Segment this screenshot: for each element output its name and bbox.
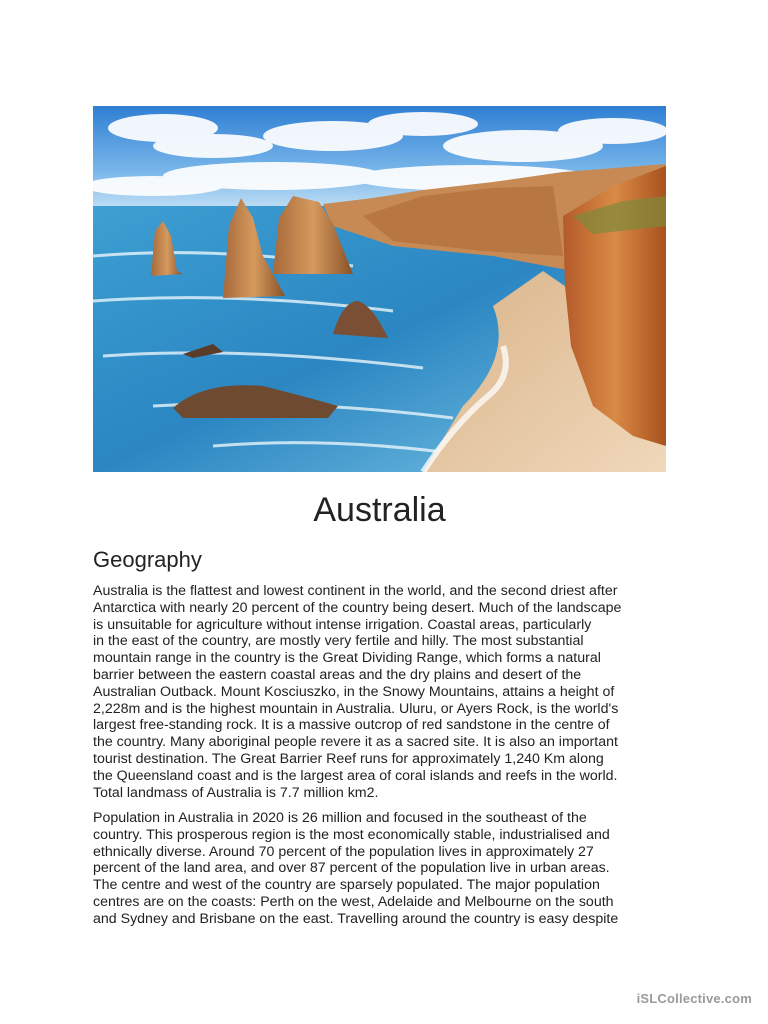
text-line: mountain range in the country is the Great Dividing Range, which forms a natural	[93, 650, 601, 667]
text-line: tourist destination. The Great Barrier Reef runs for approximately 1,240 Km along	[93, 750, 604, 767]
text-line: Total landmass of Australia is 7.7 million km2.	[93, 784, 379, 801]
text-line: largest free-standing rock. It is a massive outcrop of red sandstone in the centre of	[93, 717, 610, 734]
text-line: ethnically diverse. Around 70 percent of the population lives in approximately 27	[93, 843, 594, 860]
text-line: 2,228m and is the highest mountain in Australia. Uluru, or Ayers Rock, is the world's	[93, 700, 619, 717]
text-line: is unsuitable for agriculture without intense irrigation. Coastal areas, particularly	[93, 616, 592, 633]
page-title: Australia	[313, 491, 446, 529]
coastline-illustration	[93, 106, 666, 472]
text-line: and Sydney and Brisbane on the east. Travelling around the country is easy despite	[93, 910, 619, 927]
text-line: the Queensland coast and is the largest area of coral islands and reefs in the world.	[93, 767, 618, 784]
text-line: barrier between the eastern coastal areas and the dry plains and desert of the	[93, 666, 582, 683]
paragraph-population	[93, 810, 673, 928]
text-line: in the east of the country, are mostly very fertile and hilly. The most substantial	[93, 633, 584, 650]
text-line: Population in Australia in 2020 is 26 million and focused in the southeast of the	[93, 810, 587, 826]
text-line: Antarctica with nearly 20 percent of the country being desert. Much of the landscape	[93, 599, 622, 616]
hero-photo	[93, 106, 666, 472]
paragraph-geography	[93, 583, 673, 801]
text-line: Australia is the flattest and lowest continent in the world, and the second driest after	[93, 583, 618, 599]
text-line: Australian Outback. Mount Kosciuszko, in the Snowy Mountains, attains a height of	[93, 683, 615, 700]
section-heading: Geography	[93, 547, 202, 572]
text-line: The centre and west of the country are sparsely populated. The major population	[93, 877, 600, 894]
text-line: the country. Many aboriginal people revere it as a sacred site. It is also an important	[93, 734, 618, 751]
site-watermark: iSLCollective.com	[636, 991, 752, 1006]
text-line: country. This prosperous region is the most economically stable, industrialised and	[93, 826, 610, 843]
text-line: percent of the land area, and over 87 percent of the population live in urban areas.	[93, 860, 610, 877]
text-line: centres are on the coasts: Perth on the west, Adelaide and Melbourne on the south	[93, 893, 614, 910]
